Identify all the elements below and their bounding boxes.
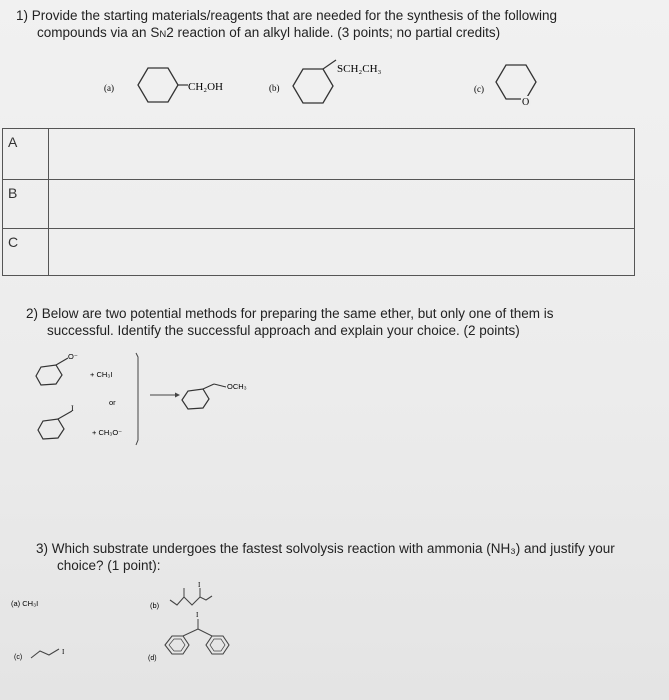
question-2-scheme [0,345,669,455]
question-1-structures [0,55,669,127]
oxane-ring-c [496,65,536,99]
option-a-label: (a) CH₃I [11,599,39,608]
q1-text-b: 2 reaction of an alkyl halide. (3 points; no partial credits) [166,25,501,40]
question-2-line-1: 2) Below are two potential methods for preparing the same ether, but only one of them is [26,306,554,321]
question-3 [36,540,636,574]
question-1 [16,7,656,43]
option-d-bond-right [198,629,212,636]
compound-c-label: (c) [474,84,484,94]
cyclohexane-ring-product [182,389,209,409]
arrow-head-icon [175,393,180,398]
bond-route-2 [58,411,72,419]
route-1-reagent: + CH₃I [90,370,113,379]
benzene-inner-right [210,639,225,651]
or-label: or [109,398,116,407]
question-1-line-2 [16,24,656,43]
option-b-iodine: I [198,581,201,589]
q1-text-a: compounds via an S [37,25,160,40]
answer-row-a[interactable] [3,129,634,180]
cyclohexane-ring-a [138,68,178,102]
question-3-line-1: 3) Which substrate undergoes the fastest solvolysis reaction with ammonia (NH₃) and justify your [36,541,615,556]
question-1-line-1: 1) Provide the starting materials/reagents that are needed for the synthesis of the following [16,8,558,23]
question-3-line-2: choice? (1 point): [57,558,161,573]
option-c-skeleton [31,649,59,658]
option-c-label: (c) [14,654,23,661]
option-c-iodine: I [62,648,65,656]
option-b-label: (b) [150,601,160,610]
bracket [136,353,138,445]
question-2-line-2: successful. Identify the successful approach and explain your choice. (2 points) [47,323,520,338]
option-b-skeleton [170,596,212,605]
compound-a-label: (a) [104,83,114,93]
question-2 [26,305,646,339]
cyclohexane-ring-b [293,69,333,103]
compound-b-substituent: SCH₂CH₃ [337,63,382,75]
cyclohexane-ring-route-1 [36,365,62,385]
answer-row-label: B [3,180,49,228]
option-d-iodine: I [196,611,199,619]
answer-row-b[interactable] [3,180,634,229]
option-d-bond-left [183,629,198,636]
answer-row-label: A [3,129,49,179]
bond-route-1 [56,358,68,365]
answer-row-label: C [3,229,49,275]
bond-product-2 [214,384,226,387]
compound-c-oxygen: O [522,97,530,108]
compound-a-substituent: CH₂OH [188,81,224,93]
q1-subscript-n: N [159,29,167,40]
bond-product [203,384,214,389]
answer-row-c[interactable] [3,229,634,275]
benzene-inner-left [169,639,185,651]
route-2-reagent: + CH₃O⁻ [92,428,123,437]
product-label: OCH₃ [227,382,247,391]
cyclohexane-ring-route-2 [38,419,64,439]
question-3-options [0,575,669,700]
option-d-label: (d) [148,655,157,662]
answer-table [2,128,635,276]
route-2-leaving-label: I [71,404,74,413]
compound-b-label: (b) [269,83,280,93]
route-1-leaving-label: O⁻ [68,352,78,361]
bond-b [323,60,336,69]
